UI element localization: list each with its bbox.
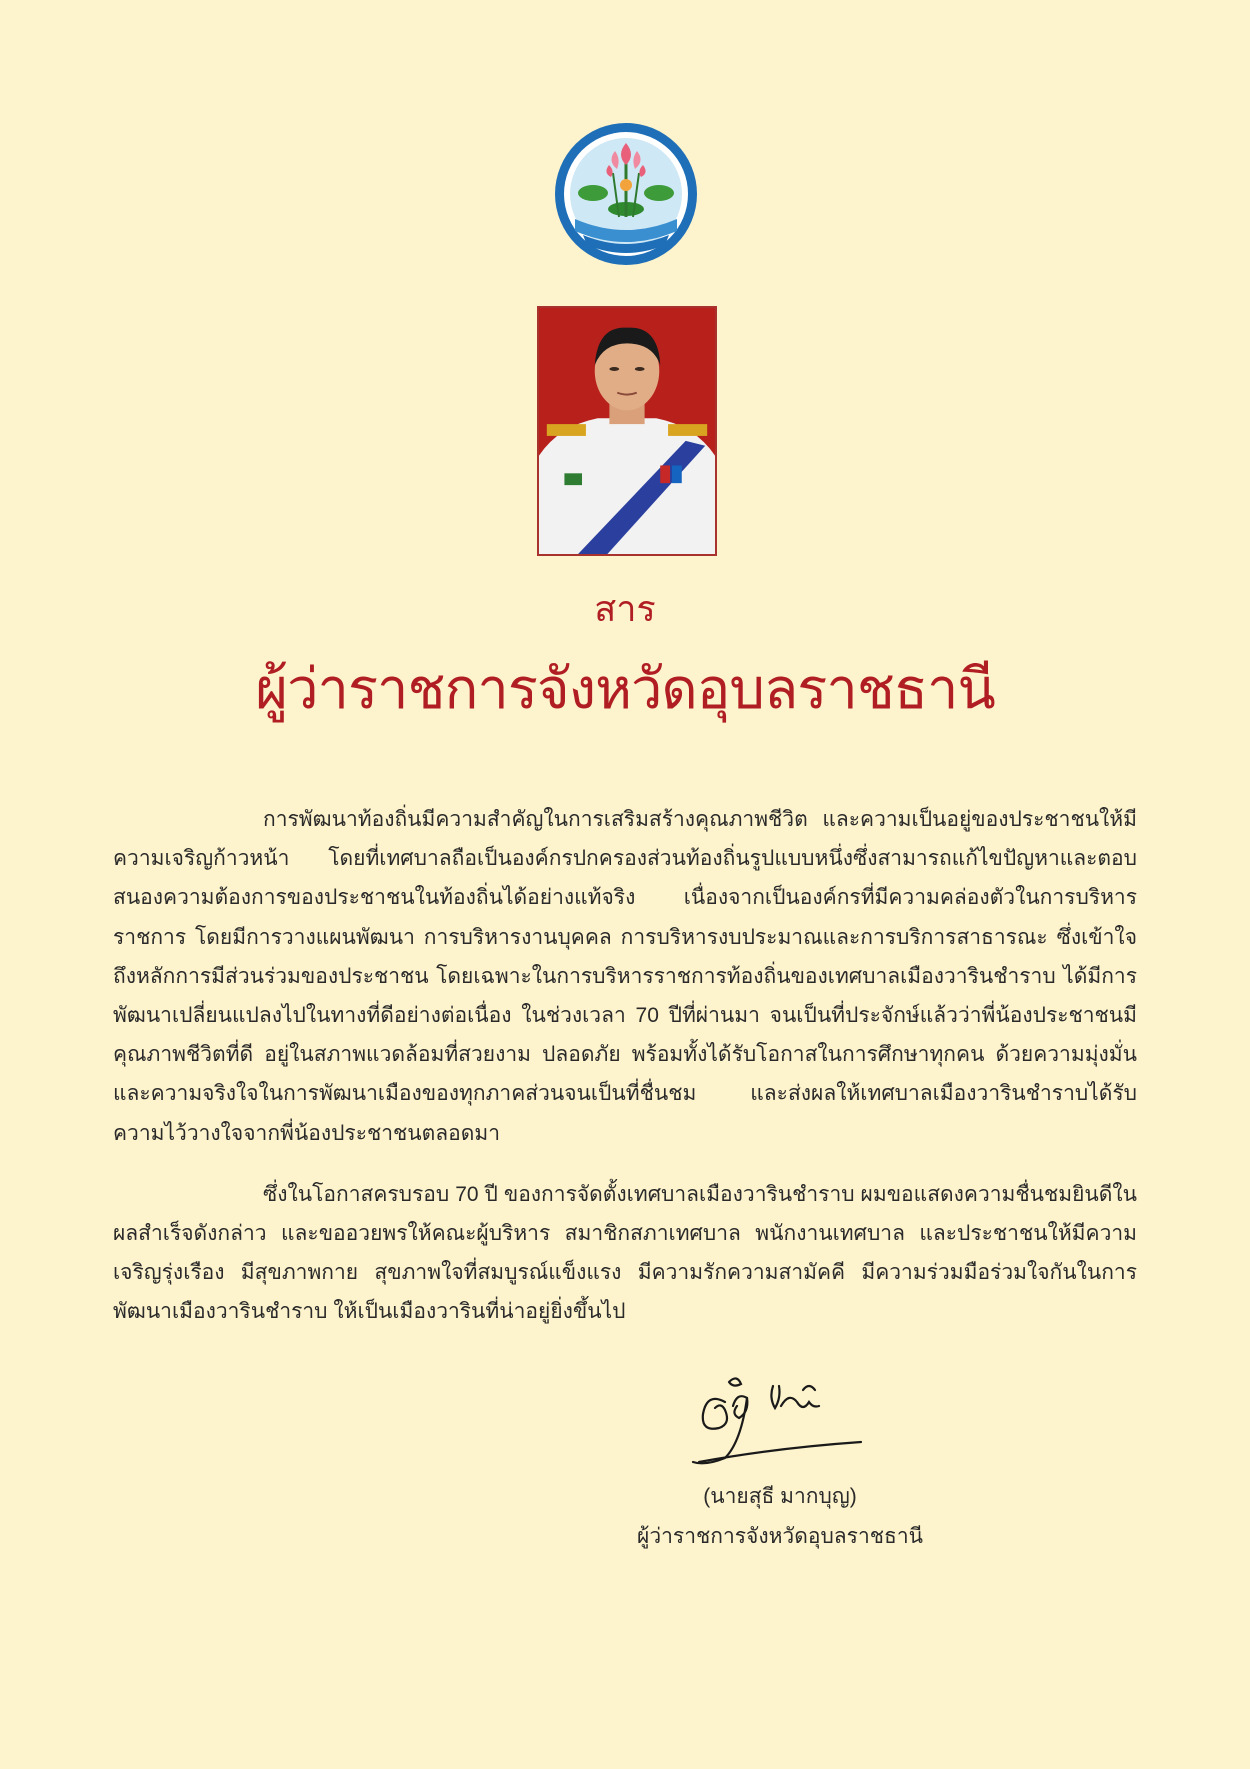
heading-message: สาร xyxy=(594,589,656,630)
message-body xyxy=(113,800,1137,1332)
handwritten-signature xyxy=(685,1362,865,1472)
paragraph-1: การพัฒนาท้องถิ่นมีความสำคัญในการเสริมสร้างคุณภาพชีวิต และความเป็นอยู่ของประชาชนให้มีความเจริญก้าวหน้า โดยที่เทศบาลถือเป็นองค์กรปกครองส่วนท้องถิ่นรูปแบบหนึ่งซึ่งสามารถแก้ไขปัญหาและตอบสนองความต้องการของประชาชนในท้องถิ่นได้อย่างแท้จริง เนื่องจากเป็นองค์กรที่มีความคล่องตัวในการบริหารราชการ โดยมีการวางแผนพัฒนา การบริหารงานบุคคล การบริหารงบประมาณและการบริการสาธารณะ ซึ่งเข้าใจถึงหลักการมีส่วนร่วมของประชาชน โดยเฉพาะในการบริหารราชการท้องถิ่นของเทศบาลเมืองวารินชำราบ ได้มีการพัฒนาเปลี่ยนแปลงไปในทางที่ดีอย่างต่อเนื่อง ในช่วงเวลา 70 ปีที่ผ่านมา จนเป็นที่ประจักษ์แล้วว่าพี่น้องประชาชนมีคุณภาพชีวิตที่ดี อยู่ในสภาพแวดล้อมที่สวยงาม ปลอดภัย พร้อมทั้งได้รับโอกาสในการศึกษาทุกคน ด้วยความมุ่งมั่นและความจริงใจในการพัฒนาเมืองของทุกภาคส่วนจนเป็นที่ชื่นชม และส่งผลให้เทศบาลเมืองวารินชำราบได้รับความไว้วางใจจากพี่น้องประชาชนตลอดมา xyxy=(113,808,1137,1145)
signer-name: (นายสุธี มากบุญ) xyxy=(703,1485,857,1508)
paragraph-2: ซึ่งในโอกาสครบรอบ 70 ปี ของการจัดตั้งเทศบาลเมืองวารินชำราบ ผมขอแสดงความชื่นชมยินดีในผลสำเร็จดังกล่าว และขออวยพรให้คณะผู้บริหาร สมาชิกสภาเทศบาล พนักงานเทศบาล และประชาชนให้มีความเจริญรุ่งเรือง มีสุขภาพกาย สุขภาพใจที่สมบูรณ์แข็งแรง มีความรักความสามัคคี มีความร่วมมือร่วมใจกันในการพัฒนาเมืองวารินชำราบ ให้เป็นเมืองวารินที่น่าอยู่ยิ่งขึ้นไป xyxy=(113,1182,1137,1324)
governor-portrait xyxy=(537,306,717,556)
signer-position: ผู้ว่าราชการจังหวัดอุบลราชธานี xyxy=(637,1525,923,1548)
municipality-emblem xyxy=(553,121,699,267)
heading-governor-title: ผู้ว่าราชการจังหวัดอุบลราชธานี xyxy=(255,657,995,722)
